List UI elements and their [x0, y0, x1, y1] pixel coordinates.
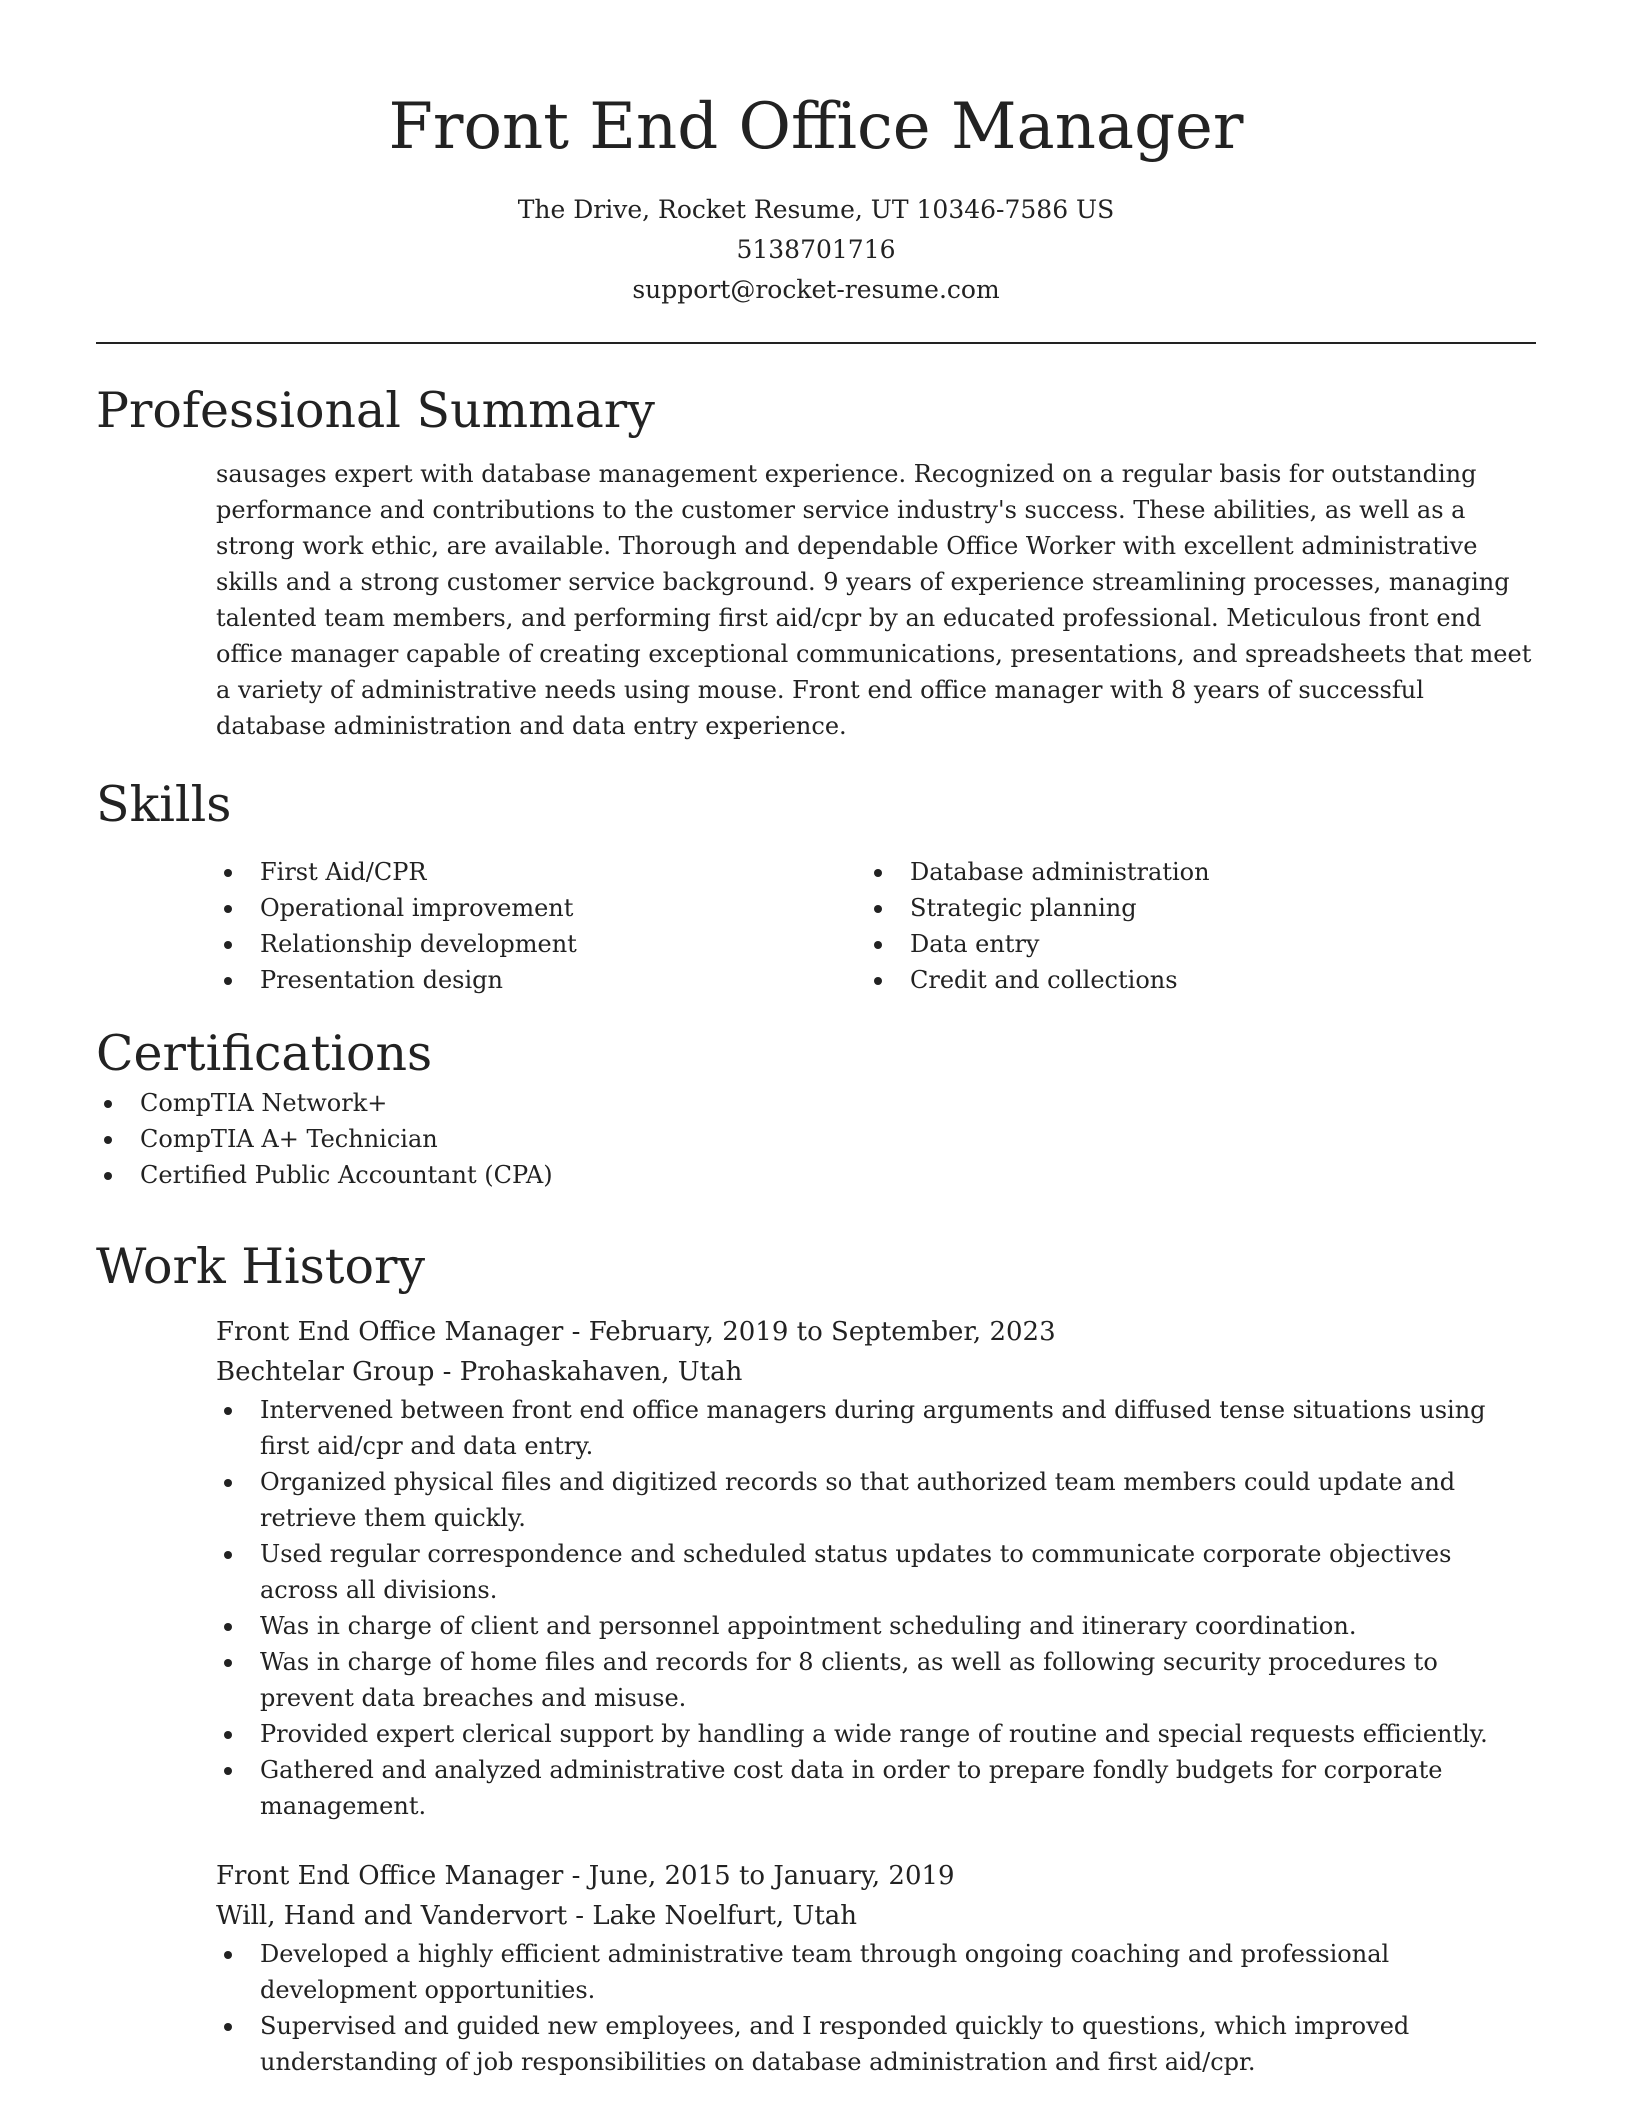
job-company: Bechtelar Group: [216, 1357, 435, 1387]
job-duty-item: Organized physical files and digitized records so that authorized team members could update and retrieve them quickly.: [216, 1464, 1536, 1536]
skill-item: Database administration: [866, 854, 1516, 890]
job-location: Prohaskahaven, Utah: [459, 1357, 743, 1387]
job-duty-item: Intervened between front end office managers during arguments and diffused tense situations using first aid/cpr and data entry.: [216, 1392, 1536, 1464]
job-duties-list: [216, 1392, 1536, 1824]
certification-item: CompTIA A+ Technician: [96, 1121, 1536, 1157]
job-location: Lake Noelfurt, Utah: [592, 1901, 858, 1931]
candidate-name: Front End Office Manager: [388, 90, 1244, 164]
skills-right-column: [866, 854, 1516, 998]
job-duty-item: Supervised and guided new employees, and I responded quickly to questions, which improved understanding of job responsibilities on database administration and first aid/cpr.: [216, 2008, 1536, 2080]
skills-section: [96, 774, 1536, 998]
contact-address: The Drive, Rocket Resume, UT 10346-7586 US: [517, 195, 1115, 224]
skills-heading: Skills: [96, 776, 232, 833]
summary-heading: Professional Summary: [96, 382, 655, 439]
work-history-heading: Work History: [96, 1238, 426, 1295]
contact-phone: 5138701716: [736, 235, 896, 264]
job-title-line: Front End Office Manager - February, 2019 to September, 2023: [216, 1317, 1056, 1347]
summary-section: [96, 380, 1536, 744]
skills-left-column: [216, 854, 866, 998]
job-duties-list: [216, 1936, 1536, 2080]
skill-item: Relationship development: [216, 926, 866, 962]
certification-item: CompTIA Network+: [96, 1085, 1536, 1121]
skill-item: Credit and collections: [866, 962, 1516, 998]
job-duty-item: Provided expert clerical support by handling a wide range of routine and special requests efficiently.: [216, 1716, 1536, 1752]
certification-item: Certified Public Accountant (CPA): [96, 1157, 1536, 1193]
header-divider: [96, 342, 1536, 344]
contact-block: [0, 190, 1632, 310]
job-title-line: Front End Office Manager - June, 2015 to January, 2019: [216, 1861, 955, 1891]
work-history-section: [96, 1236, 1536, 2080]
skills-grid: [216, 854, 1536, 998]
job-company-line: Bechtelar Group - Prohaskahaven, Utah: [216, 1357, 743, 1387]
skill-item: Strategic planning: [866, 890, 1516, 926]
skill-item: Presentation design: [216, 962, 866, 998]
certifications-list: [96, 1085, 1536, 1193]
skill-item: Data entry: [866, 926, 1516, 962]
job-duty-item: Developed a highly efficient administrative team through ongoing coaching and professional development opportunities.: [216, 1936, 1536, 2008]
job-duty-item: Was in charge of client and personnel appointment scheduling and itinerary coordination.: [216, 1608, 1536, 1644]
job-dates: June, 2015 to January, 2019: [588, 1861, 955, 1891]
skill-item: Operational improvement: [216, 890, 866, 926]
job-entry: [216, 1856, 1536, 2080]
job-duty-item: Used regular correspondence and scheduled status updates to communicate corporate objectives across all divisions.: [216, 1536, 1536, 1608]
contact-email: support@rocket-resume.com: [632, 275, 1000, 304]
resume-header: [0, 0, 1632, 310]
job-dates: February, 2019 to September, 2023: [588, 1317, 1056, 1347]
job-company: Will, Hand and Vandervort: [216, 1901, 568, 1931]
job-title: Front End Office Manager: [216, 1317, 564, 1347]
job-entry: [216, 1312, 1536, 1824]
certifications-section: [96, 1023, 1536, 1193]
job-title: Front End Office Manager: [216, 1861, 564, 1891]
certifications-heading: Certifications: [96, 1025, 433, 1082]
job-company-line: Will, Hand and Vandervort - Lake Noelfurt, Utah: [216, 1901, 858, 1931]
job-duty-item: Gathered and analyzed administrative cost data in order to prepare fondly budgets for corporate management.: [216, 1752, 1536, 1824]
summary-text: sausages expert with database management experience. Recognized on a regular basis for outstanding performance and contributions to the customer service industry's success. These abilities, as well as a strong work ethic, are available. Thorough and dependable Office Worker with excellent administrative skills and a strong customer service background. 9 years of experience streamlining processes, managing talented team members, and performing first aid/cpr by an educated professional. Meticulous front end office manager capable of creating exceptional communications, presentations, and spreadsheets that meet a variety of administrative needs using mouse. Front end office manager with 8 years of successful database administration and data entry experience.: [216, 460, 1532, 740]
skill-item: First Aid/CPR: [216, 854, 866, 890]
job-duty-item: Was in charge of home files and records for 8 clients, as well as following security procedures to prevent data breaches and misuse.: [216, 1644, 1536, 1716]
